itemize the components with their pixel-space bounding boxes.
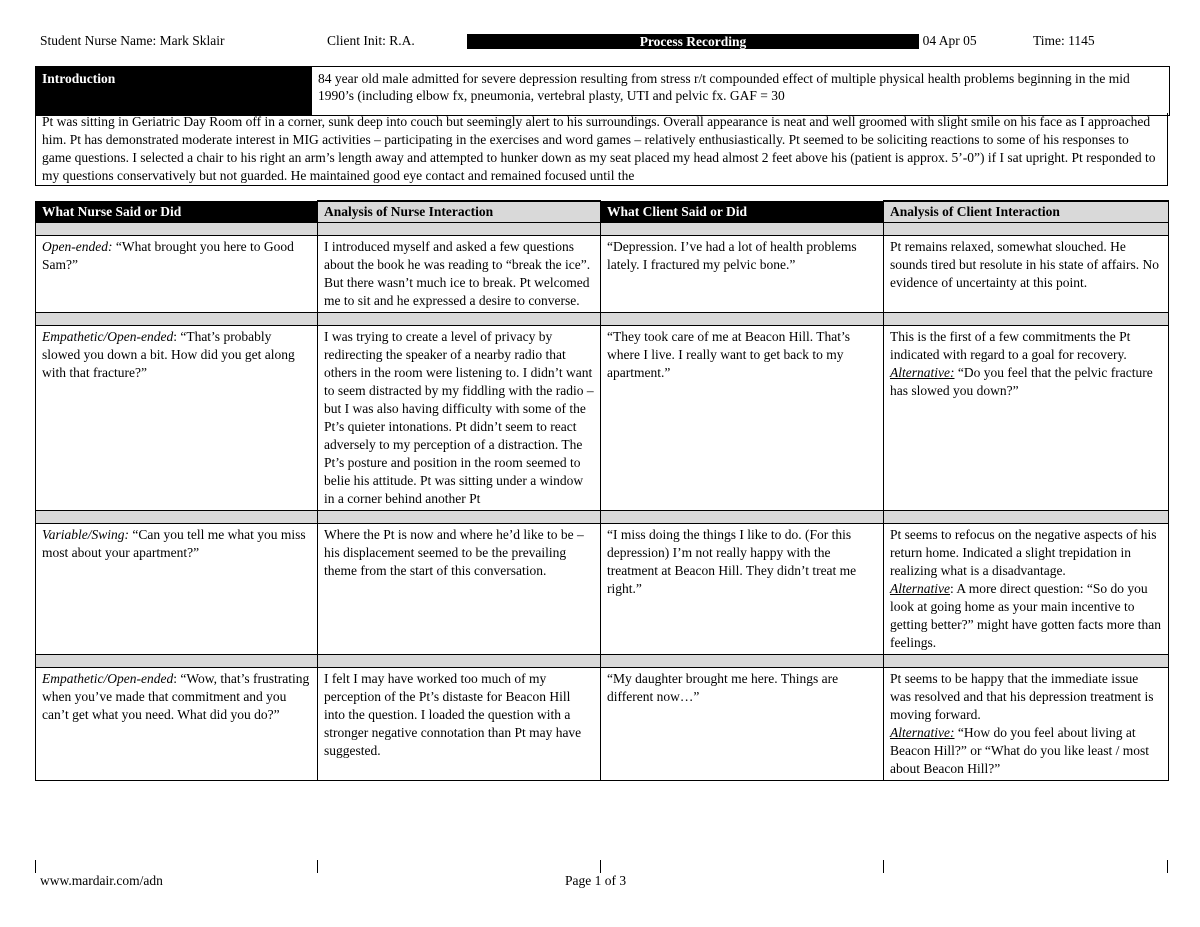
spacer-cell (601, 655, 884, 668)
introduction-text: 84 year old male admitted for severe depression resulting from stress r/t compounded effect of multiple physical health problems beginning in the mid 1990’s (including elbow fx, pneumonia, vertebral plasty, UTI and pelvic fx. GAF = 30 (318, 71, 1130, 103)
col-border (317, 860, 318, 873)
spacer-row (36, 511, 1169, 524)
alternative-label: Alternative: (890, 365, 955, 380)
col-header-nurse: What Nurse Said or Did (36, 201, 318, 223)
spacer-cell (601, 313, 884, 326)
client-initials: Client Init: R.A. (327, 33, 415, 48)
technique-label: Open-ended: (42, 239, 113, 254)
client-analysis-text: Pt remains relaxed, somewhat slouched. He sounds tired but resolute in his state of affairs. No evidence of uncertainty at this point. (890, 239, 1159, 290)
nurse-said-text: “What brought you here to Good Sam?” (42, 239, 294, 272)
spacer-cell (318, 223, 601, 236)
spacer-row (36, 223, 1169, 236)
col-header-nurse-analysis: Analysis of Nurse Interaction (318, 201, 601, 223)
spacer-cell (318, 511, 601, 524)
nurse-analysis-cell: I introduced myself and asked a few questions about the book he was reading to “break the ice”. But there wasn’t much ice to break. Pt welcomed me to sit and he expressed a desire to converse. (318, 236, 601, 313)
spacer-cell (36, 313, 318, 326)
spacer-cell (884, 223, 1169, 236)
alternative-label: Alternative (890, 581, 950, 596)
nurse-analysis-cell: I was trying to create a level of privacy by redirecting the speaker of a nearby radio that others in the room were listening to. I didn’t want to seem distracted by my fiddling with the radio – but I was also having difficulty with some of the Pt’s quieter intonations. Pt didn’t seem to react adversely to my perception of a distraction. The Pt’s posture and position in the room seemed to belie his attitude. Pt was sitting under a window in a corner behind another Pt (318, 326, 601, 511)
footer-url: www.mardair.com/adn (40, 873, 163, 888)
table-body (36, 223, 1169, 781)
table-row (36, 668, 1169, 781)
spacer-cell (601, 511, 884, 524)
alternative-label: Alternative: (890, 725, 955, 740)
client-analysis-cell (884, 524, 1169, 655)
table-row (36, 524, 1169, 655)
spacer-cell (601, 223, 884, 236)
process-table (35, 200, 1169, 781)
spacer-row (36, 313, 1169, 326)
page-header (40, 33, 1168, 51)
table-row (36, 236, 1169, 313)
nurse-said-cell (36, 524, 318, 655)
right-border (1167, 860, 1168, 873)
page-number: Page 1 of 3 (565, 873, 627, 888)
col-header-client: What Client Said or Did (601, 201, 884, 223)
nurse-said-text: : “That’s probably slowed you down a bit. How did you get along with that fracture?” (42, 329, 295, 380)
nurse-said-text: : “Wow, that’s frustrating when you’ve made that commitment and you can’t get what you need. What did you do?” (42, 671, 310, 722)
student-name: Student Nurse Name: Mark Sklair (40, 33, 225, 48)
spacer-cell (318, 313, 601, 326)
spacer-row (36, 655, 1169, 668)
client-analysis-cell (884, 668, 1169, 781)
client-analysis-text: Pt seems to refocus on the negative aspects of his return home. Indicated a slight trepidation in realizing what is a disadvantage. (890, 527, 1157, 578)
nurse-analysis-cell: I felt I may have worked too much of my perception of the Pt’s distaste for Beacon Hill into the question. I loaded the question with a stronger negative connotation than Pt may have suggested. (318, 668, 601, 781)
client-analysis-text: Pt seems to be happy that the immediate issue was resolved and that his depression treatment is moving forward. (890, 671, 1154, 722)
client-analysis-text: This is the first of a few commitments the Pt indicated with regard to a goal for recovery. (890, 329, 1131, 362)
table-header-row (36, 201, 1169, 223)
alternative-text: “Do you feel that the pelvic fracture has slowed you down?” (890, 365, 1153, 398)
spacer-cell (36, 655, 318, 668)
col-border (600, 860, 601, 873)
client-said-cell: “My daughter brought me here. Things are different now…” (601, 668, 884, 781)
nurse-said-cell (36, 236, 318, 313)
spacer-cell (884, 511, 1169, 524)
client-said-cell: “They took care of me at Beacon Hill. That’s where I live. I really want to get back to my apartment.” (601, 326, 884, 511)
spacer-cell (884, 313, 1169, 326)
nurse-analysis-cell: Where the Pt is now and where he’d like to be – his displacement seemed to be the prevailing theme from the start of this conversation. (318, 524, 601, 655)
date: Date: 04 Apr 05 (890, 33, 977, 48)
spacer-cell (36, 511, 318, 524)
time: Time: 1145 (1033, 33, 1095, 48)
table-row (36, 326, 1169, 511)
client-analysis-cell (884, 236, 1169, 313)
nurse-said-cell (36, 668, 318, 781)
nurse-said-cell (36, 326, 318, 511)
introduction-box (35, 66, 1170, 116)
left-border (35, 860, 36, 873)
technique-label: Variable/Swing: (42, 527, 129, 542)
document-title: Process Recording (467, 34, 919, 49)
client-said-cell: “I miss doing the things I like to do. (For this depression) I’m not really happy with the treatment at Beacon Hill. They didn’t treat me right.” (601, 524, 884, 655)
col-header-client-analysis: Analysis of Client Interaction (884, 201, 1169, 223)
alternative-text: “How do you feel about living at Beacon Hill?” or “What do you like least / most about Beacon Hill?” (890, 725, 1150, 776)
technique-label: Empathetic/Open-ended (42, 329, 174, 344)
spacer-cell (884, 655, 1169, 668)
introduction-narrative: Pt was sitting in Geriatric Day Room off in a corner, sunk deep into couch but seemingly alert to his surroundings. Overall appearance is neat and well groomed with slight smile on his face as I approached him. Pt has demonstrated moderate interest in MIG activities – participating in the exercises and word games – relatively enthusiastically. Pt seemed to be soliciting reactions to some of his responses to game questions. I selected a chair to his right an arm’s length away and attempted to hunker down as my seat placed my head almost 2 feet above his (patient is approx. 5’-0”) if I sat upright. Pt responded to my questions conservatively but not guarded. He maintained good eye contact and remained focused until the (35, 113, 1168, 186)
introduction-label: Introduction (36, 67, 312, 115)
col-border (883, 860, 884, 873)
client-said-cell: “Depression. I’ve had a lot of health problems lately. I fractured my pelvic bone.” (601, 236, 884, 313)
client-analysis-cell (884, 326, 1169, 511)
alternative-text: : A more direct question: “So do you look at going home as your main incentive to getting better?” might have gotten facts more than feelings. (890, 581, 1162, 650)
technique-label: Empathetic/Open-ended (42, 671, 174, 686)
spacer-cell (36, 223, 318, 236)
nurse-said-text: “Can you tell me what you miss most about your apartment?” (42, 527, 306, 560)
spacer-cell (318, 655, 601, 668)
